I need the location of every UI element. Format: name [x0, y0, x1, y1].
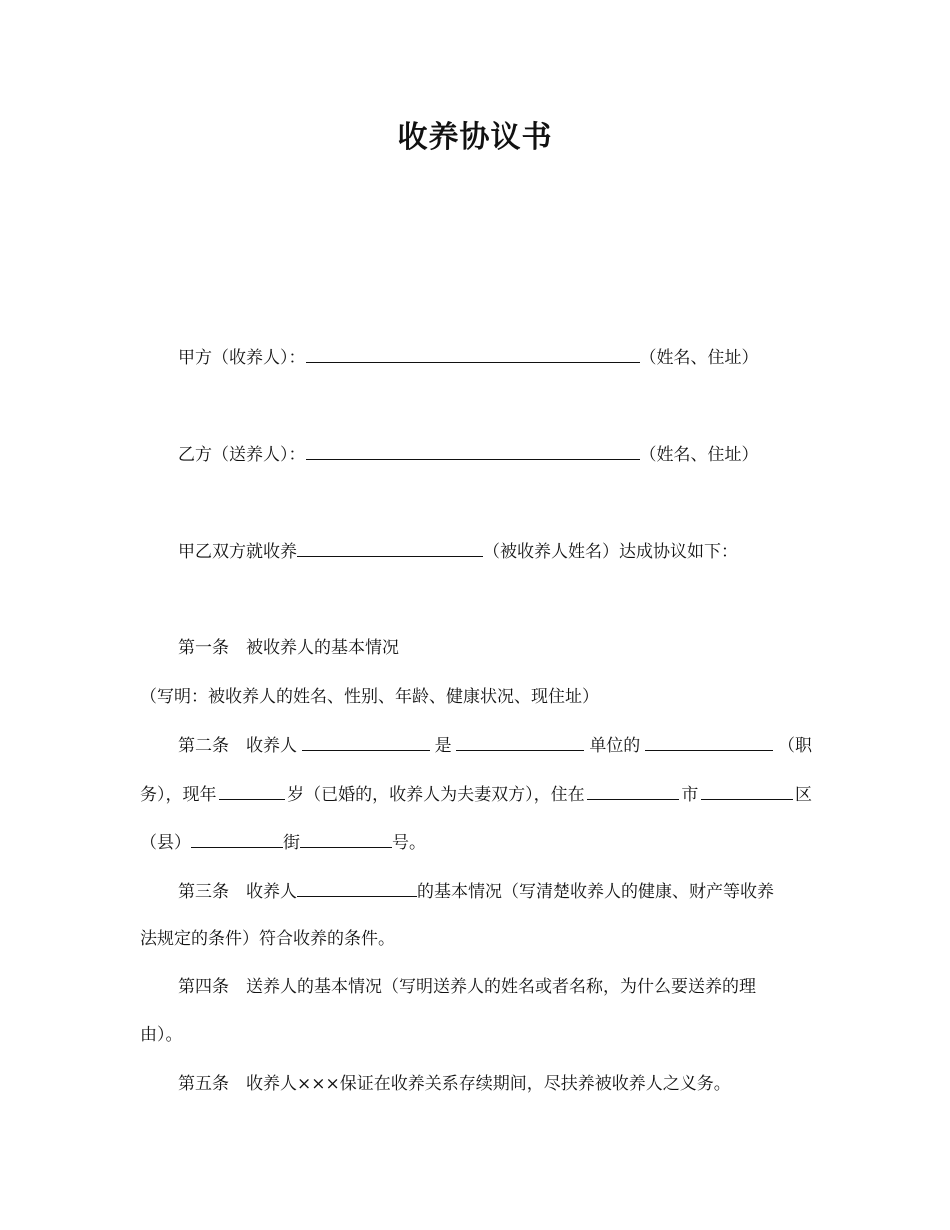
article-5-line: 第五条 收养人×××保证在收养关系存续期间，尽扶养被收养人之义务。 — [178, 1074, 731, 1094]
city-blank[interactable] — [587, 782, 679, 800]
article-2-line-1 — [140, 733, 812, 758]
party-b-label: 乙方（送养人）： — [178, 445, 306, 465]
article-2-text-e: 务），现年 — [140, 785, 217, 805]
article-2-text-a: 第二条 收养人 — [178, 736, 297, 756]
article-2-text-j: 街 — [283, 833, 300, 853]
article-2-text-i: （县） — [140, 833, 191, 853]
article-4-line-2: 由）。 — [140, 1025, 183, 1045]
party-b-line — [140, 442, 850, 467]
party-a-blank[interactable] — [306, 345, 640, 363]
article-2-text-g: 市 — [681, 785, 699, 805]
party-b-note: （姓名、住址） — [639, 445, 759, 465]
position-blank[interactable] — [645, 733, 773, 751]
document-title: 收养协议书 — [397, 120, 553, 155]
article-2-text-f: 岁（已婚的，收养人为夫妻双方），住在 — [287, 785, 585, 805]
age-blank[interactable] — [219, 782, 285, 800]
employer-blank[interactable] — [456, 733, 584, 751]
number-blank[interactable] — [300, 830, 392, 848]
article-2-line-2 — [140, 782, 812, 807]
article-1-heading: 第一条 被收养人的基本情况 — [178, 638, 399, 658]
article-2-text-h: 区 — [794, 785, 812, 805]
district-blank[interactable] — [701, 782, 793, 800]
article-1-description: （写明：被收养人的姓名、性别、年龄、健康状况、现住址） — [140, 687, 599, 707]
adoptee-name-blank[interactable] — [297, 539, 483, 557]
article-2-text-k: 号。 — [392, 833, 426, 853]
intro-text-before: 甲乙双方就收养 — [178, 542, 297, 562]
article-3-line-1 — [140, 879, 850, 904]
article-2-line-3 — [140, 830, 812, 855]
party-a-line — [140, 345, 850, 370]
article-3-line-2: 法规定的条件）符合收养的条件。 — [140, 929, 395, 949]
article-3-text-b: 的基本情况（写清楚收养人的健康、财产等收养 — [417, 882, 774, 902]
party-a-note: （姓名、住址） — [639, 348, 759, 368]
article-4-line-1: 第四条 送养人的基本情况（写明送养人的姓名或者名称，为什么要送养的理 — [178, 977, 756, 997]
party-a-label: 甲方（收养人）： — [178, 348, 306, 368]
party-b-blank[interactable] — [306, 442, 640, 460]
adopter-name-blank[interactable] — [302, 733, 430, 751]
street-blank[interactable] — [191, 830, 283, 848]
article-2-text-c: 单位的 — [589, 736, 641, 756]
article-2-text-d: （职 — [777, 736, 812, 756]
intro-text-after: （被收养人姓名）达成协议如下： — [483, 542, 738, 562]
article-3-text-a: 第三条 收养人 — [178, 882, 297, 902]
adopter-blank-art3[interactable] — [297, 879, 417, 897]
article-2-text-b: 是 — [434, 736, 452, 756]
intro-line — [140, 539, 850, 564]
